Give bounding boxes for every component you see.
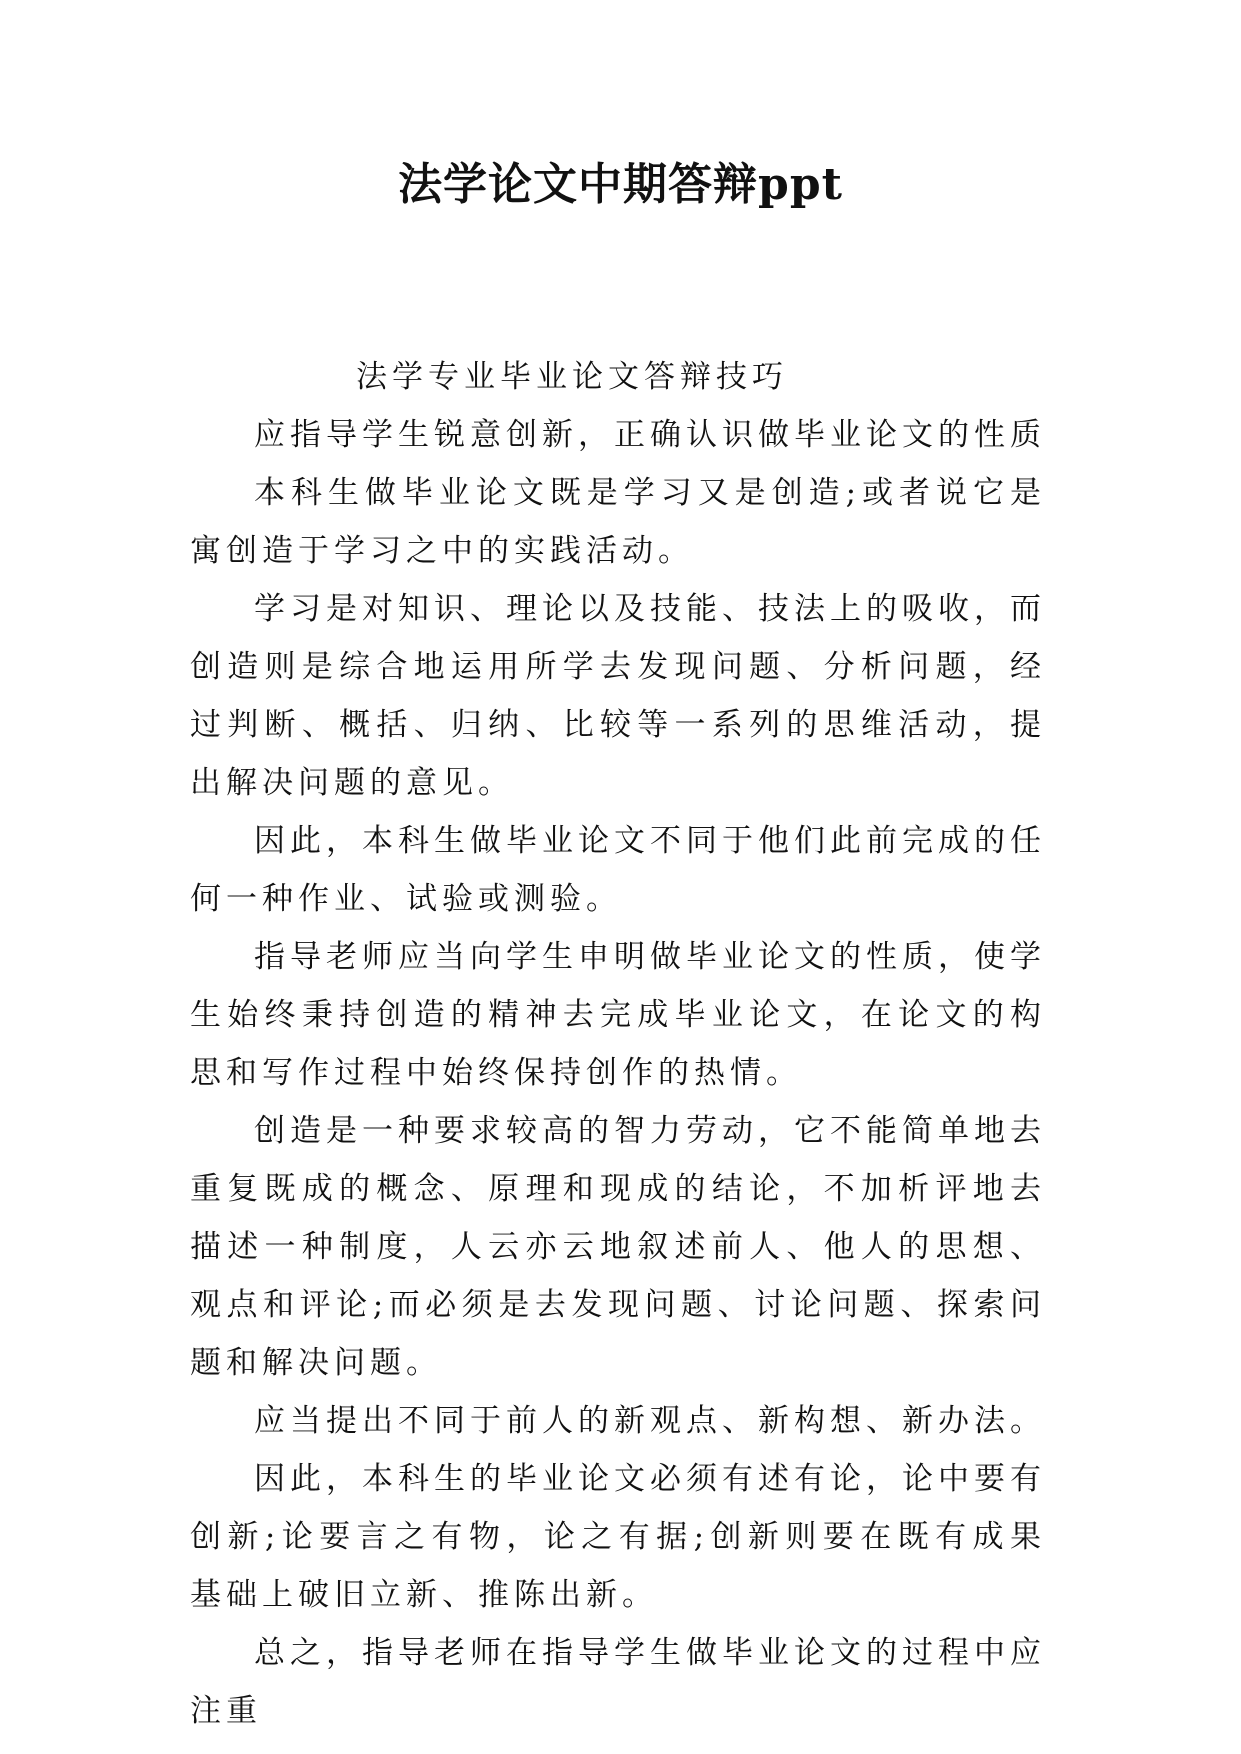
paragraph: 应指导学生锐意创新，正确认识做毕业论文的性质 <box>254 417 1046 453</box>
paragraph: 因此，本科生的毕业论文必须有述有论，论中要有创新;论要言之有物，论之有据;创新则要在既有成果基础上破旧立新、推陈出新。 <box>190 1461 1046 1613</box>
paragraph: 指导老师应当向学生申明做毕业论文的性质，使学生始终秉持创造的精神去完成毕业论文，在论文的构思和写作过程中始终保持创作的热情。 <box>190 939 1046 1091</box>
section-heading: 法学专业毕业论文答辩技巧 <box>356 359 788 395</box>
paragraph: 学习是对知识、理论以及技能、技法上的吸收，而创造则是综合地运用所学去发现问题、分析问题，经过判断、概括、归纳、比较等一系列的思维活动，提出解决问题的意见。 <box>190 591 1046 801</box>
document-title: 法学论文中期答辩ppt <box>398 159 843 210</box>
paragraph: 本科生做毕业论文既是学习又是创造;或者说它是寓创造于学习之中的实践活动。 <box>190 475 1046 569</box>
document-body <box>190 348 1046 1740</box>
paragraph: 总之，指导老师在指导学生做毕业论文的过程中应注重 <box>190 1635 1046 1729</box>
paragraph: 因此，本科生做毕业论文不同于他们此前完成的任何一种作业、试验或测验。 <box>190 823 1046 917</box>
paragraph: 创造是一种要求较高的智力劳动，它不能简单地去重复既成的概念、原理和现成的结论，不加析评地去描述一种制度，人云亦云地叙述前人、他人的思想、观点和评论;而必须是去发现问题、讨论问题、探索问题和解决问题。 <box>190 1113 1046 1381</box>
paragraph: 应当提出不同于前人的新观点、新构想、新办法。 <box>254 1403 1046 1439</box>
